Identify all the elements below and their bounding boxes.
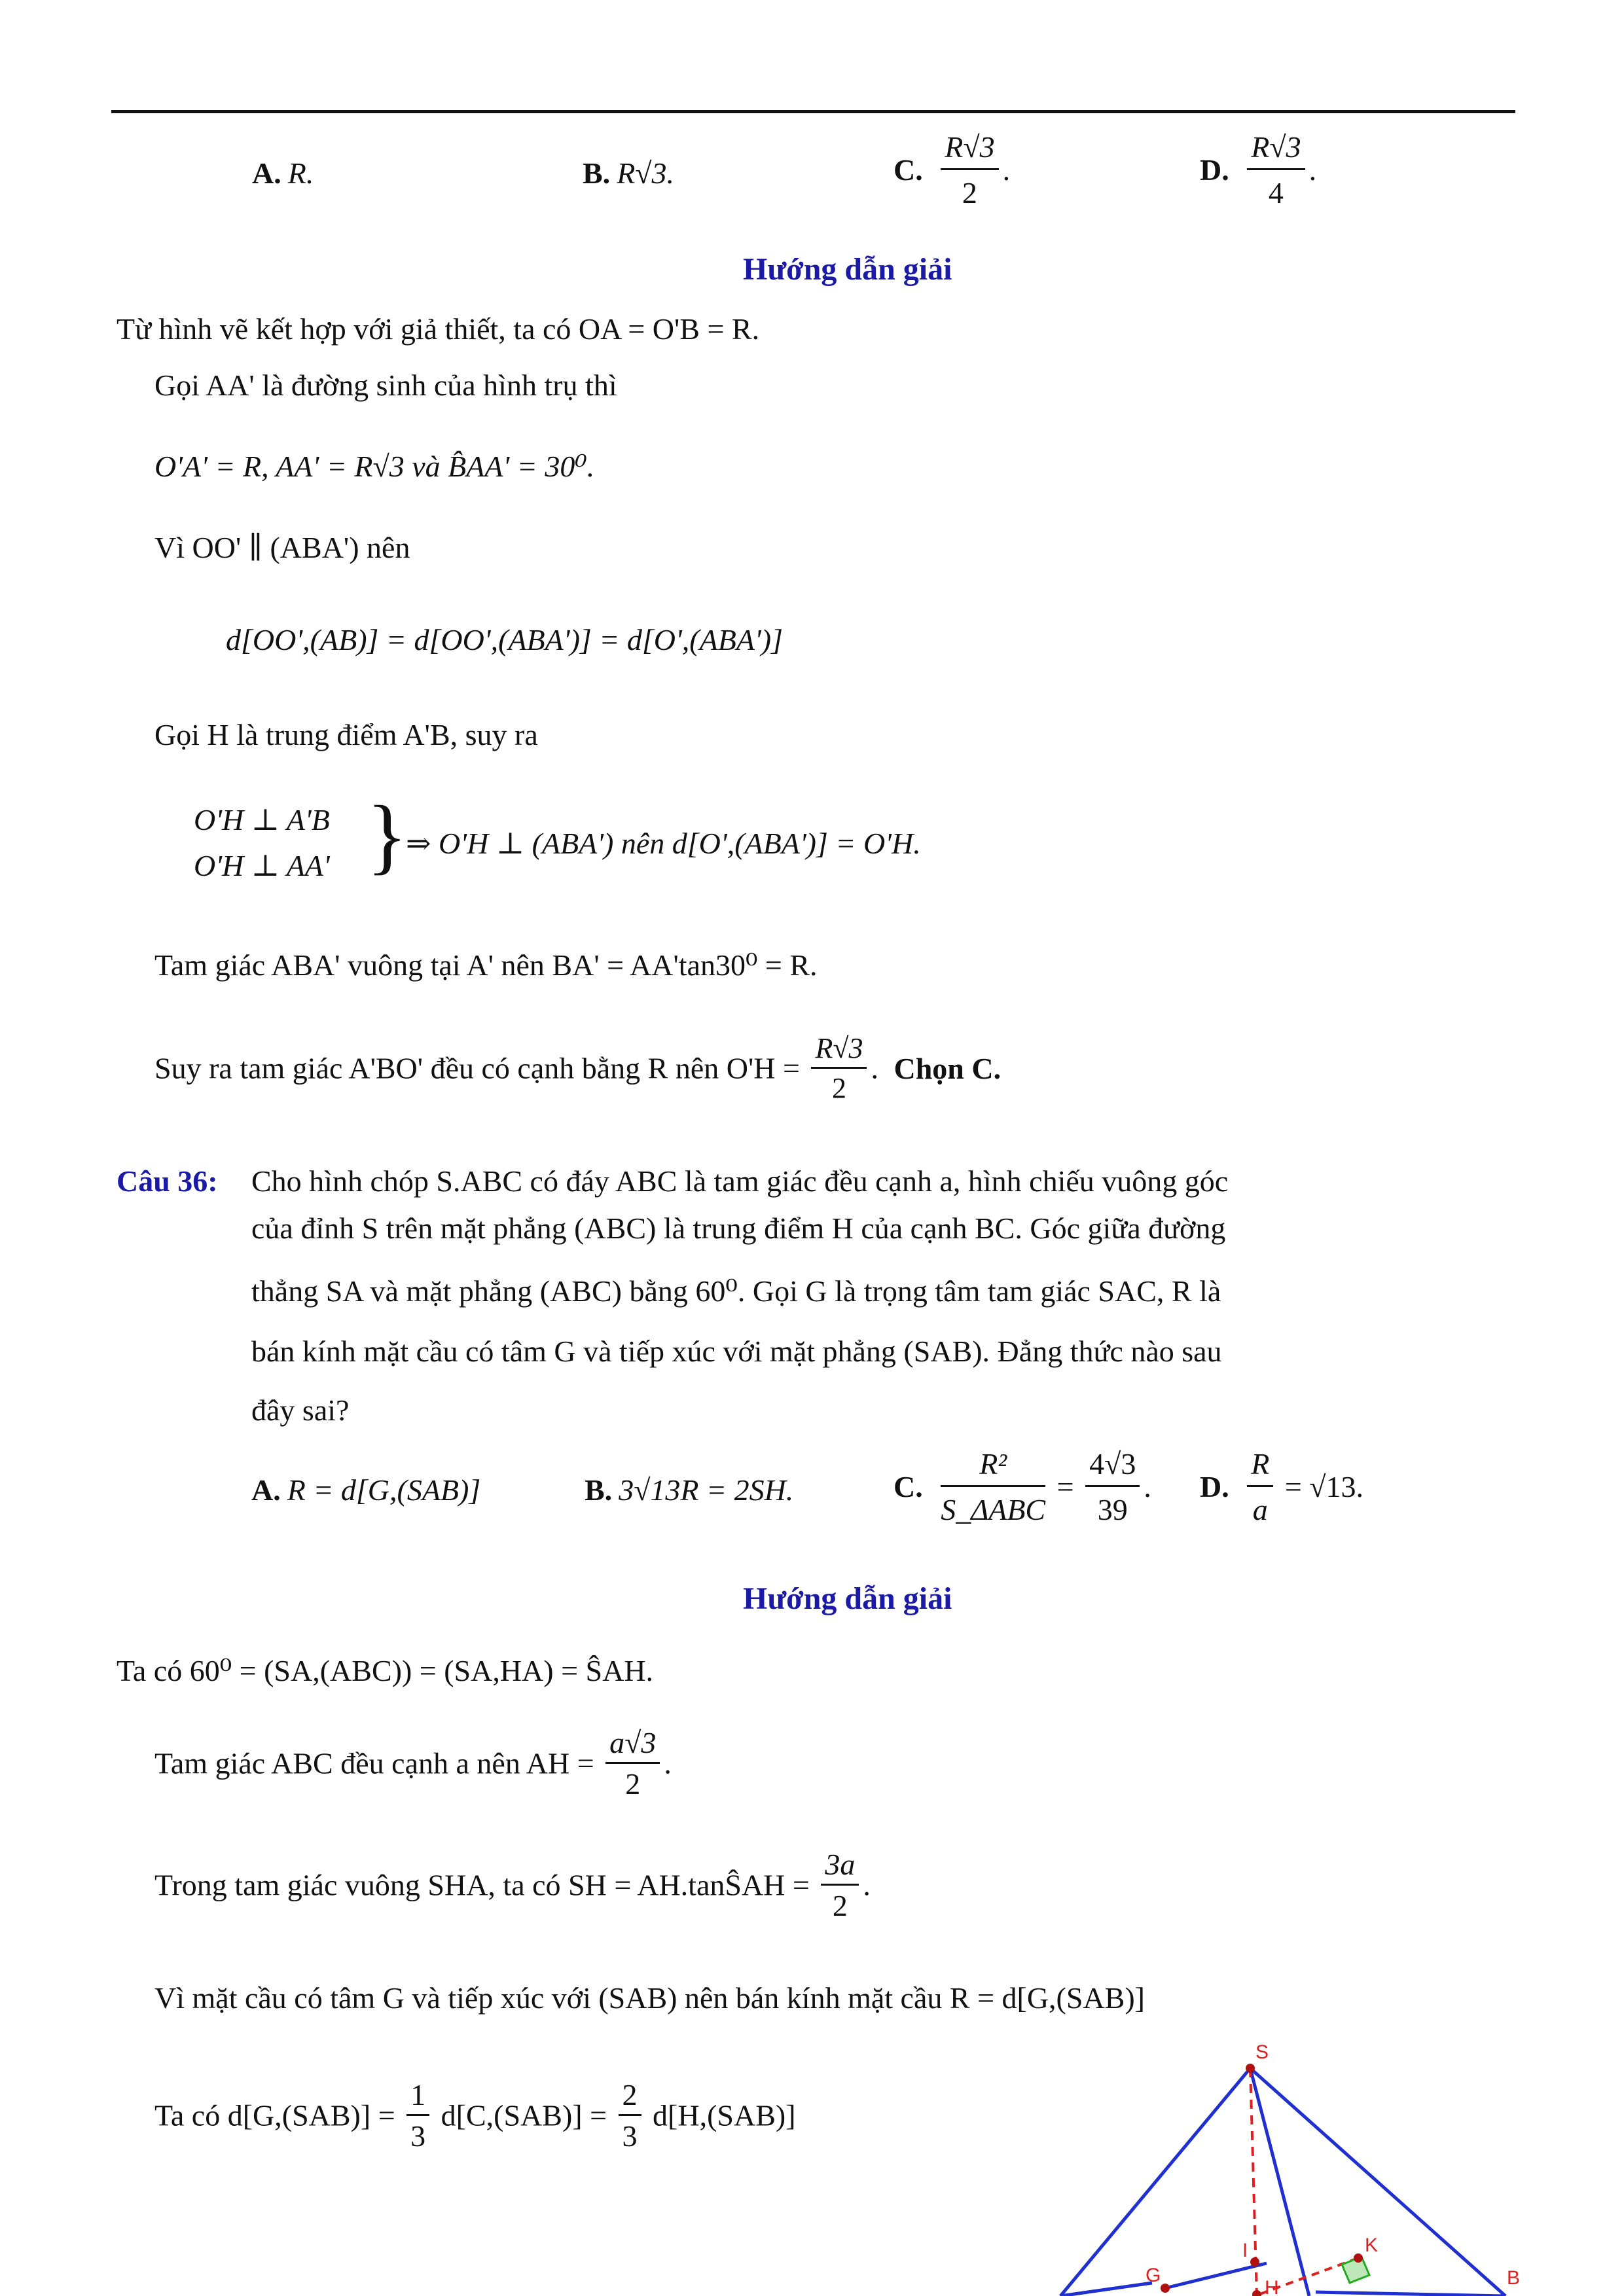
solution2-line-1: Ta có 60⁰ = (SA,(ABC)) = (SA,HA) = ŜAH. <box>117 1654 654 1687</box>
option-c: C. $\frac{R√3}{2}$ . <box>893 130 1011 209</box>
option-a: A. R. <box>252 156 314 190</box>
system-line-2: O'H ⊥ AA' <box>194 849 330 882</box>
edge-sb <box>1250 2068 1506 2296</box>
point-k <box>1354 2253 1363 2263</box>
solution2-line-3: Trong tam giác vuông SHA, ta có SH = AH.tanŜAH = $\frac{3a}{2}$ . <box>154 1848 871 1922</box>
point-h <box>1252 2290 1261 2296</box>
system-line-1: O'H ⊥ A'B <box>194 803 330 836</box>
solution-heading-1: Hướng dẫn giải <box>743 252 952 287</box>
solution2-line-4: Vì mặt cầu có tâm G và tiếp xúc với (SAB) nên bán kính mặt cầu R = d[G,(SAB)] <box>154 1981 1145 2015</box>
q36-option-b: B. 3√13R = 2SH. <box>585 1473 794 1507</box>
q36-option-c: C. $\frac{\text{R²}}{\text{S\_ΔABC}}$ = $\frac{4√3}{39}$ . <box>893 1447 1151 1526</box>
label-g: G <box>1146 2265 1161 2286</box>
label-h: H <box>1265 2277 1279 2296</box>
q36-option-d: D. $\frac{R}{a}$ = √13. <box>1200 1447 1364 1526</box>
label-s: S <box>1255 2041 1269 2063</box>
solution2-line-5: Ta có d[G,(SAB)] = $\frac{1}{3}$ d[C,(SAB)] = $\frac{2}{3}$ d[H,(SAB)] <box>154 2078 796 2153</box>
question-line-5: đây sai? <box>251 1393 350 1427</box>
question-line-3: thẳng SA và mặt phẳng (ABC) bằng 60⁰. Gọi G là trọng tâm tam giác SAC, R là <box>251 1274 1221 1308</box>
edge-base-right <box>1316 2292 1506 2296</box>
solution1-line-6: Gọi H là trung điểm A'B, suy ra <box>154 718 538 751</box>
edge-sa <box>1060 2068 1250 2296</box>
pyramid-edges <box>1060 2068 1506 2296</box>
solution2-line-2: Tam giác ABC đều cạnh a nên AH = $\frac{a√3}{2}$ . <box>154 1726 672 1801</box>
solution1-line-3: O'A' = R, AA' = R√3 và B̂AA' = 30⁰. <box>154 450 595 483</box>
top-rule <box>111 110 1515 113</box>
solution1-line-2: Gọi AA' là đường sinh của hình trụ thì <box>154 368 617 402</box>
label-k: K <box>1365 2234 1379 2256</box>
solution1-line-4: Vì OO' ∥ (ABA') nên <box>154 531 410 564</box>
edge-gk <box>1165 2263 1267 2288</box>
solution1-line-7: ⇒ O'H ⊥ (ABA') nên d[O',(ABA')] = O'H. <box>406 827 921 860</box>
option-d: D. $\frac{R√3}{4}$ . <box>1200 130 1317 209</box>
question-label: Câu 36: <box>117 1164 218 1198</box>
solution1-line-8: Tam giác ABA' vuông tại A' nên BA' = AA'tan30⁰ = R. <box>154 948 818 982</box>
question-line-2: của đỉnh S trên mặt phẳng (ABC) là trung điểm H của cạnh BC. Góc giữa đường <box>251 1211 1226 1245</box>
system-brace: } <box>367 789 408 883</box>
point-g <box>1161 2284 1170 2293</box>
label-b: B <box>1507 2267 1521 2289</box>
q36-option-a: A. R = d[G,(SAB)] <box>251 1473 481 1507</box>
solution1-line-5: d[OO',(AB)] = d[OO',(ABA')] = d[O',(ABA')] <box>226 623 783 656</box>
solution1-line-1: Từ hình vẽ kết hợp với giả thiết, ta có OA = O'B = R. <box>117 312 760 346</box>
solution1-line-9: Suy ra tam giác A'BO' đều có cạnh bằng R nên O'H = $\frac{R√3}{2}$ . Chọn C. <box>154 1032 1001 1104</box>
pyramid-figure <box>1034 2036 1532 2296</box>
point-s <box>1246 2064 1255 2073</box>
edge-base-left <box>1060 2283 1152 2296</box>
option-b: B. R√3. <box>583 156 675 190</box>
label-i: I <box>1242 2240 1248 2261</box>
point-i <box>1250 2257 1259 2267</box>
solution-heading-2: Hướng dẫn giải <box>743 1581 952 1616</box>
question-line-1: Cho hình chóp S.ABC có đáy ABC là tam giác đều cạnh a, hình chiếu vuông góc <box>251 1164 1229 1198</box>
question-line-4: bán kính mặt cầu có tâm G và tiếp xúc với mặt phẳng (SAB). Đẳng thức nào sau <box>251 1335 1222 1368</box>
